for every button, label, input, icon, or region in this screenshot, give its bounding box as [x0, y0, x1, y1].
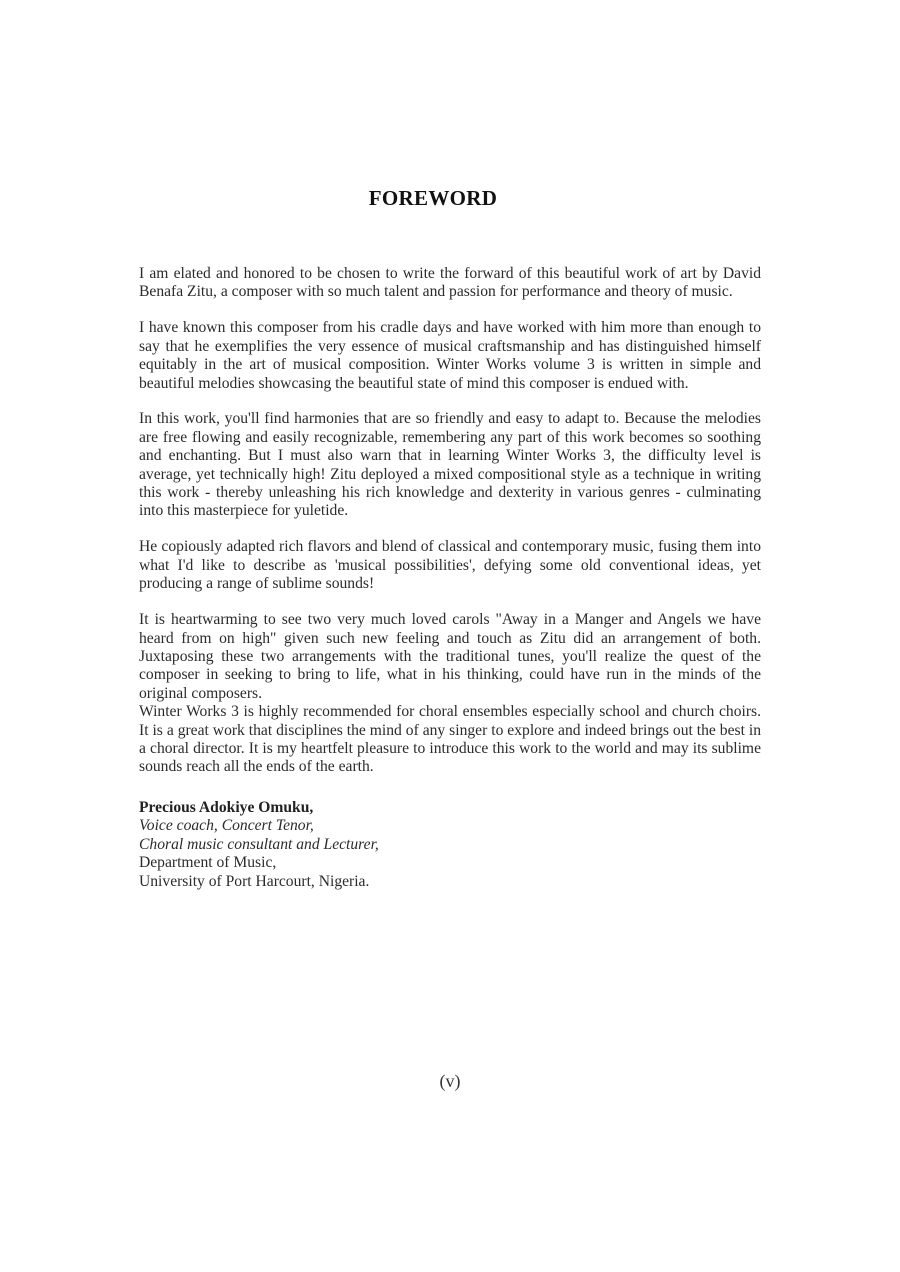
signature-block [139, 799, 761, 891]
paragraph: It is heartwarming to see two very much loved carols "Away in a Manger and Angels we have heard from on high" given such new feeling and touch as Zitu did an arrangement of both. Juxtaposing these two arrangements with the traditional tunes, you'll realize the quest of the composer in seeking to bring to life, what in his thinking, could have run in the minds of the original composers. [139, 611, 761, 702]
signatory-role: Voice coach, Concert Tenor, [139, 817, 314, 835]
foreword-body [139, 265, 761, 794]
page-number: (v) [439, 1071, 461, 1091]
signatory-institution: University of Port Harcourt, Nigeria. [139, 872, 370, 890]
paragraph: I have known this composer from his cradle days and have worked with him more than enough to say that he exemplifies the very essence of musical craftsmanship and has distinguished himself equitably in the art of musical composition. Winter Works volume 3 is written in simple and beautiful melodies showcasing the beautiful state of mind this composer is endued with. [139, 319, 761, 392]
signatory-name: Precious Adokiye Omuku, [139, 799, 314, 816]
paragraph: He copiously adapted rich flavors and blend of classical and contemporary music, fusing them into what I'd like to describe as 'musical possibilities', defying some old conventional ideas, yet producing a range of sublime sounds! [139, 538, 761, 593]
paragraph: Winter Works 3 is highly recommended for choral ensembles especially school and church choirs. It is a great work that disciplines the mind of any singer to explore and indeed brings out the best in a choral director. It is my heartfelt pleasure to introduce this work to the world and may its sublime sounds reach all the ends of the earth. [139, 703, 761, 776]
signatory-role: Choral music consultant and Lecturer, [139, 835, 379, 853]
paragraph: I am elated and honored to be chosen to write the forward of this beautiful work of art by David Benafa Zitu, a composer with so much talent and passion for performance and theory of music. [139, 265, 761, 301]
page-title: FOREWORD [368, 186, 498, 210]
signatory-department: Department of Music, [139, 854, 277, 872]
paragraph: In this work, you'll find harmonies that are so friendly and easy to adapt to. Because the melodies are free flowing and easily recognizable, remembering any part of this work becomes so soothing and enchanting. But I must also warn that in learning Winter Works 3, the difficulty level is average, yet technically high! Zitu deployed a mixed compositional style as a technique in writing this work - thereby unleashing his rich knowledge and dexterity in various genres - culminating into this masterpiece for yuletide. [139, 410, 761, 520]
